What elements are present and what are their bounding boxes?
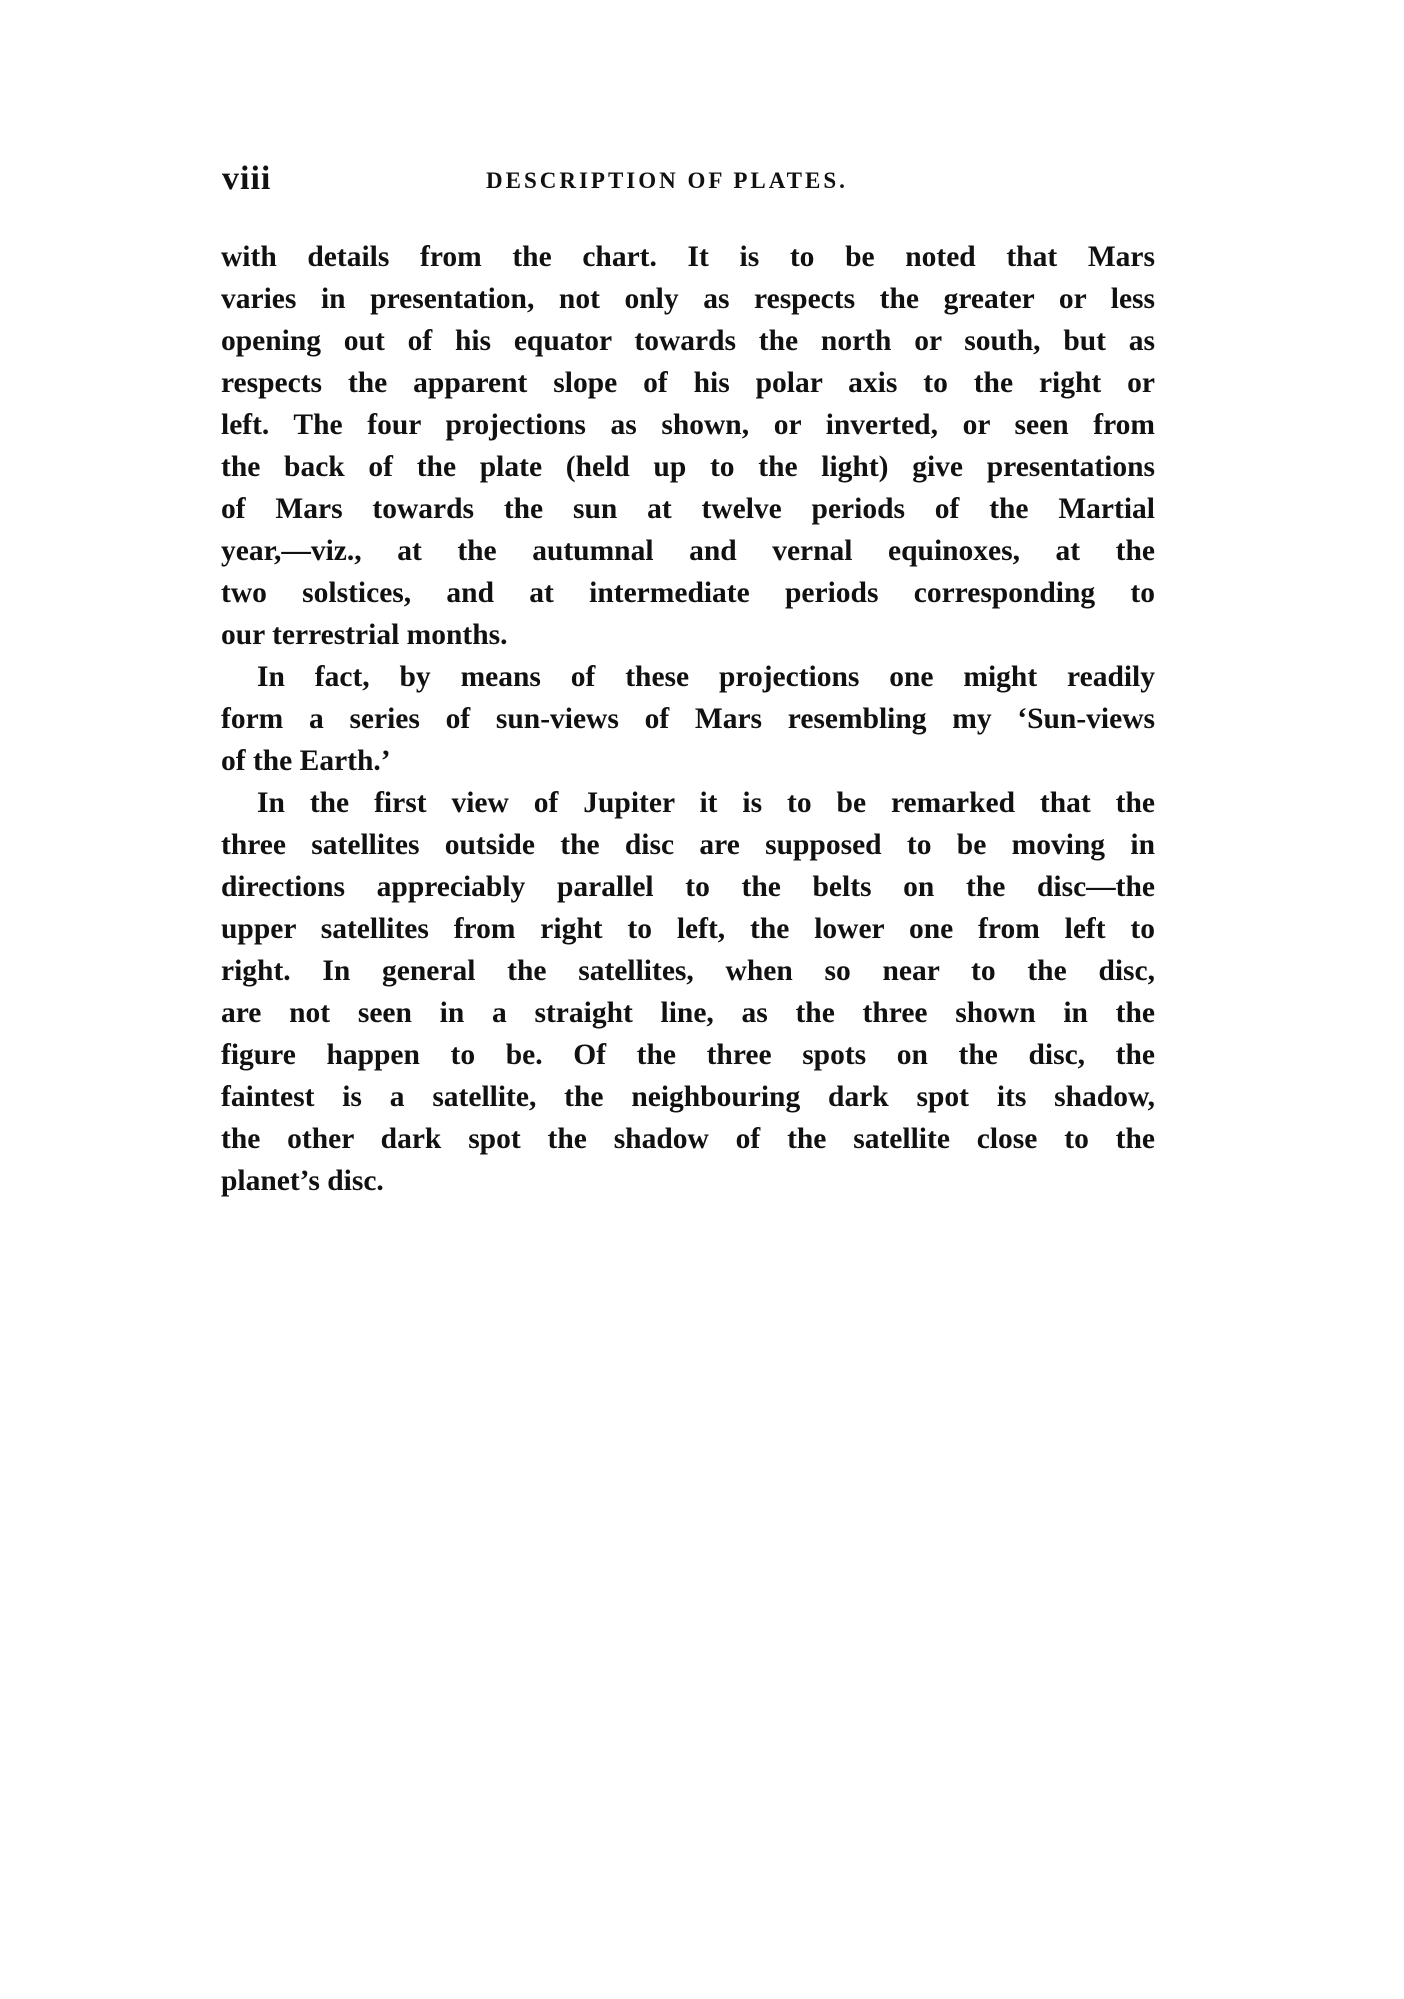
text-line: with details from the chart. It is to be noted that Mars (221, 241, 1155, 273)
text-line: are not seen in a straight line, as the three shown in the (221, 997, 1155, 1029)
text-line: right. In general the satellites, when so near to the disc, (221, 955, 1155, 987)
text-line: form a series of sun-views of Mars resembling my ‘Sun-views (221, 703, 1155, 735)
text-line: In fact, by means of these projections one might readily (257, 661, 1155, 693)
body-text (221, 236, 1155, 1202)
text-line: upper satellites from right to left, the lower one from left to (221, 913, 1155, 945)
text-line: opening out of his equator towards the north or south, but as (221, 325, 1155, 357)
text-line: figure happen to be. Of the three spots on the disc, the (221, 1039, 1155, 1071)
text-line: respects the apparent slope of his polar axis to the right or (221, 367, 1155, 399)
page-number: viii (222, 160, 272, 197)
text-line: left. The four projections as shown, or inverted, or seen from (221, 409, 1155, 441)
text-line: of the Earth.’ (221, 745, 391, 777)
paragraph-mars (221, 236, 1155, 656)
text-line: the back of the plate (held up to the light) give presentations (221, 451, 1155, 483)
text-line: directions appreciably parallel to the belts on the disc—the (221, 871, 1155, 903)
text-line: varies in presentation, not only as respects the greater or less (221, 283, 1155, 315)
text-line: two solstices, and at intermediate periods corresponding to (221, 577, 1155, 609)
text-line: In the first view of Jupiter it is to be remarked that the (257, 787, 1155, 819)
text-line: planet’s disc. (221, 1165, 384, 1197)
text-line: faintest is a satellite, the neighbouring dark spot its shadow, (221, 1081, 1155, 1113)
text-line: the other dark spot the shadow of the satellite close to the (221, 1123, 1155, 1155)
text-line: our terrestrial months. (221, 619, 508, 651)
text-line: three satellites outside the disc are supposed to be moving in (221, 829, 1155, 861)
text-line: of Mars towards the sun at twelve periods of the Martial (221, 493, 1155, 525)
running-title: DESCRIPTION OF PLATES. (486, 168, 848, 193)
paragraph-sun-views (221, 656, 1155, 782)
running-head (222, 160, 1162, 200)
paragraph-jupiter (221, 782, 1155, 1202)
text-line: year,—viz., at the autumnal and vernal equinoxes, at the (221, 535, 1155, 567)
